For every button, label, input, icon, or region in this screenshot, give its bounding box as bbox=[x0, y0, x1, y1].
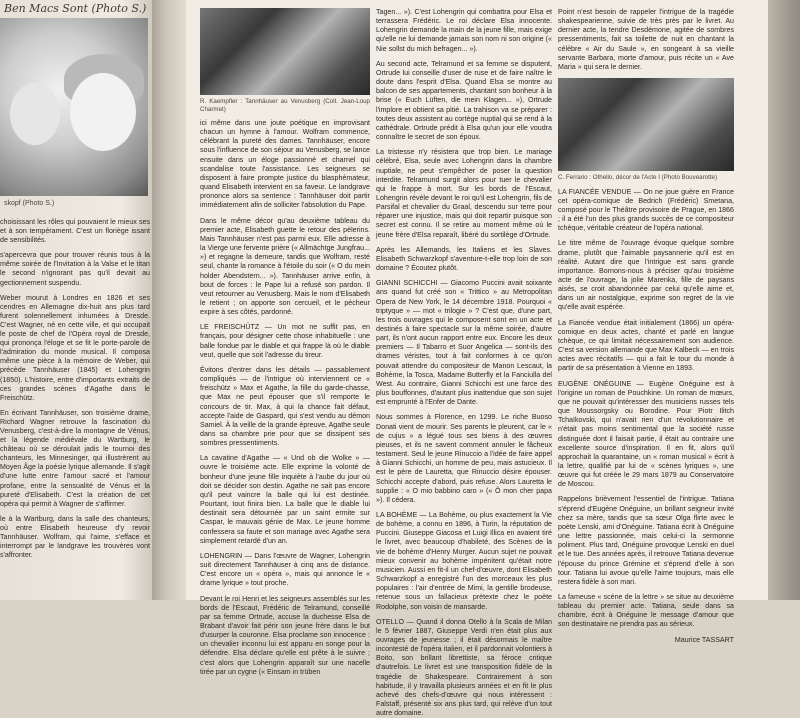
paragraph: La cavatine d'Agathe — « Und ob die Wolke » — ouvre le troisième acte. Elle exprime la volonté de bonheur d'une jeune fille inquiète à l'aube du jour où doit se décider son destin. Agathe ne sait pas encore qu'il peut vaincre la balle qui lui est destinée. Pourtant, tout finira bien. La balle que le diable lui destinait sera détournée par un saint ermite sur Caspar, le mauvais génie de Max. Le jeune homme confessera sa faute et son mariage avec Agathe sera simplement retardé d'un an. bbox=[200, 454, 370, 545]
left-photo bbox=[0, 18, 148, 196]
photo-caption: R. Kaempfler : Tannhäuser au Venusberg (Coll. Jean-Loup Charmet) bbox=[200, 98, 370, 113]
left-page-text bbox=[0, 218, 150, 596]
paragraph: Weber mourut à Londres en 1826 et ses cendres en Allemagne dix-huit ans plus tard furent solennellement inhumées à Dresde. C'est Wagner, né en cette ville, et qui occupait le poste de chef de l'Opéra royal de Dresde, qui prononça l'éloge et se fit le porte-parole de l'admiration du monde musical. Il composa même une pièce à la mémoire de Weber, qui précède Tannhäuser (1845) et Lohengrin (1850). L'histoire, entre d'importants extraits de ces grandes scènes d'Agathe dans le Freischütz. bbox=[0, 293, 150, 402]
author-signature: Maurice TASSART bbox=[674, 635, 734, 644]
photo-caption: C. Ferrario : Othello, décor de l'Acte I (Photo Bouvearotte) bbox=[558, 174, 718, 182]
paragraph: s'apercevra que pour trouver réunis tous à la même soirée de l'Invitation à la Valse et le titan le second n'ignorant pas qu'il devait au gectionnement suspendu. bbox=[0, 251, 150, 287]
paragraph: ici même dans une joute poétique en improvisant chacun un hymne à l'amour. Wolfram commence, célébrant la pureté des dames. Tannhäuser, encore sous l'influence de son séjour au Venusberg, se lance ensuite dans un éloge passionné et charnel qui scandalise toute l'assistance. Les seigneurs se disposent à faire prompte justice du blasphémateur, quand Elisabeth intervient en sa faveur. Le landgrave prononce alors sa sentence : Tannhäuser doit partir immédiatement afin de solliciter l'absolution du Pape. bbox=[200, 119, 370, 210]
paragraph: LOHENGRIN — Dans l'œuvre de Wagner, Lohengrin suit directement Tannhäuser à cinq ans de distance. C'est encore un « opéra », mais qui annonce le « drame lyrique » tout proche. bbox=[200, 551, 370, 588]
paragraph: La tristesse n'y résistera que trop bien. Le mariage célébré, Elsa, seule avec Lohengrin dans la chambre nuptiale, ne peut s'empêcher de poser la question interdite. Telramund surgit alors pour tuer le chevalier qui le frappe à mort. Sur les bords de l'Escaut, Lohengrin révèle devant le roi qu'il est Lohengrin, fils de Parsifal et chevalier du Graal, descendu sur terre pour réparer une injustice, mais qui doit repartir puisque son secret est connu. Il se retire au moment même où le jeune frère d'Elsa reparaît, libéré du sortilège d'Ortrude. bbox=[376, 148, 552, 239]
paragraph: Nous sommes à Florence, en 1299. Le riche Buoso Donati vient de mourir. Ses parents le pleurent, car le « de cujus » a légué tous ses biens à des œuvres pieuses, et ils ne savent comment annuler le fâcheux testament. Seul le jeune Rinuccio a l'idée de faire appel à Gianni Schicchi, un homme de peu, mais astucieux. Il est le père de Lauretta, que Rinuccio désire épouser. Schicchi accepte d'abord, puis refuse. Alors Lauretta le supplie : « O mio babbino caro » (« Ô mon cher papa »). Il cédera. bbox=[376, 413, 552, 504]
paragraph: Point n'est besoin de rappeler l'intrigue de la tragédie shakespearienne, suivie de très près par le livret. Au dernier acte, la tendre Desdémone, agitée de sombres pressentiments, fait sa toilette de nuit en chantant la célèbre « Air du Saule », en songeant à sa vieille servante Barbara, morte d'amour, puis récite un « Ave Maria » qui sera le dernier. bbox=[558, 8, 734, 71]
main-page bbox=[186, 0, 768, 718]
paragraph: Dans le même décor qu'au deuxième tableau du premier acte, Elisabeth guette le retour des pèlerins. Mais Tannhäuser n'est pas parmi eux. Elle adresse à la Vierge une fervente prière (« Allmächtge Jungfrau... ») et regagne la demeure, tandis que Wolfram, resté seul, chante la romance à l'étoile du soir (« O du mein holder Abendstern... »). Tannhäuser arrive enfin, à bout de forces : le Pape lui a refusé son pardon. Il veut retourner au Venusberg. Mais le nom d'Elisabeth le retient ; on apporte son cercueil, et le pécheur expire à ses côtés, pardonné. bbox=[200, 216, 370, 317]
left-photo-caption: skopf (Photo S.) bbox=[4, 200, 55, 207]
left-page bbox=[0, 0, 152, 600]
column-2 bbox=[376, 8, 552, 718]
paragraph: OTELLO — Quand il donna Otello à la Scala de Milan le 5 février 1887, Giuseppe Verdi n'en était plus aux ouvrages de jeunesse ; il était désormais le maître incontesté de l'opéra italien, et il pardonnait volontiers à Boito, son brillant librettiste, sa féroce critique d'autrefois. Le livret est une transposition fidèle de la tragédie de Shakespeare. Contrairement à son habitude, il y travailla plusieurs années et en fit le plus achevé des chefs-d'œuvre qui nous intéressent : Falstaff, présenté six ans plus tard, qui relève d'un tout autre domaine. bbox=[376, 617, 552, 718]
page-edge bbox=[768, 0, 800, 600]
column-3 bbox=[558, 8, 734, 644]
paragraph: En écrivant Tannhäuser, son troisième drame, Richard Wagner retrouve la fascination du Venusberg, c'est-à-dire la montagne de Vénus, et la légende médiévale du Wartburg, le château où se déroulait jadis le tournoi des chanteurs, les Minnesinger, qui illustrèrent au Moyen Âge la poésie lyrique allemande. Il s'agit d'une lutte entre l'amour sacré et l'amour profane, entre la sensualité de Vénus et la pureté d'Elisabeth. C'est la création de cet opéra qui permit à Wagner de s'affirmer. bbox=[0, 408, 150, 508]
paragraph: Devant le roi Henri et les seigneurs assemblés sur les bords de l'Escaut, Frédéric de Telramund, conseillé par sa femme Ortrude, accuse la duchesse Elsa de Brabant d'avoir fait périr son jeune frère dans le but d'usurper la couronne. Elsa proclame son innocence : un chevalier inconnu lui est apparu en songe pour la défendre. Elsa déclare qu'elle est prête à le suivre ; c'est alors que Lohengrin apparaît sur une nacelle tirée par un cygne (« Einsam in trüben bbox=[200, 594, 370, 676]
paragraph: LA BOHÈME — La Bohème, ou plus exactement la Vie de bohème, a connu en 1896, à Turin, la réputation de Puccini. Giuseppe Giacosa et Luigi Illica en avaient tiré le livret, avec beaucoup d'habileté, des Scènes de la vie de bohème d'Henry Murger. Aucun sujet ne pouvait mieux convenir au bohème impénitent qu'était notre musicien. Aussi en fit-il un chef-d'œuvre, dont Elisabeth Schwarzkopf a enregistré l'un des morceaux les plus populaires : l'air d'entrée de Mimi, la gentille brodeuse, retenue sous un fallacieux prétexte chez le poète Rodolphe, son voisin de mansarde. bbox=[376, 510, 552, 611]
paragraph: Tagen... »). C'est Lohengrin qui combattra pour Elsa et terrassera Frédéric. Le roi déclare Elsa innocente. Lohengrin demande la main de la jeune fille, mais exige qu'elle ne lui demande jamais son nom ni son origine (« Nie sollst du mich befragen... »). bbox=[376, 8, 552, 53]
paragraph: Après les Allemands, les Italiens et les Slaves. Elisabeth Schwarzkopf s'aventure-t-elle trop loin de son domaine ? Écoutez plutôt. bbox=[376, 245, 552, 273]
paragraph: Le titre même de l'ouvrage évoque quelque sombre drame, plutôt que l'aimable paysannerie qu'il est en réalité. Autant dire que l'intrigue est sans grande importance. Bornons-nous à préciser qu'au troisième acte de l'ouvrage, la jolie Marenka, fille de paysans aisés, se croit abandonnée par celui qu'elle aime et, dans un air nostalgique, exprime son regret de la vie qu'elle avait espérée. bbox=[558, 239, 734, 312]
paragraph: La fameuse « scène de la lettre » se situe au deuxième tableau du premier acte. Tatiana, seule dans sa chambre, écrit à Onéguine le message d'amour que son destinataire ne prendra pas au sérieux. bbox=[558, 593, 734, 629]
handwritten-note: Ben Macs Sont (Photo S.) bbox=[4, 2, 147, 15]
paragraph: Évitons d'entrer dans les détails — passablement compliqués — de l'intrigue où interviennent ce « freischütz » Max et Agathe, la fille du garde-chasse, que Max ne peut épouser que s'il remporte le concours de tir. Max, à qui la chance fait défaut, accepte l'aide de Gaspard, qui s'est vendu au démon Samiel. À la veille de la grande épreuve, Agathe seule dans sa chambre prie pour que se dissipent ses sombres pressentiments. bbox=[200, 365, 370, 448]
paragraph: EUGÈNE ONÉGUINE — Eugène Onéguine est à l'origine un roman de Pouchkine. Un roman de mœurs, que ne pouvait qu'intéresser des musiciens russes tels que Moussorgsky ou Borodine. Pour Piotr Ilitch Tchaïkovski, qui n'avait rien d'un révolutionnaire et n'était pas moins sentimental que la société russe distinguée dont il faisait partie, il était au contraire une excellente source d'inspiration. Il en fit, alors qu'il approchait la quarantaine, un « roman musical » écrit à la lettre, qualifié par lui de « scènes lyriques », une œuvre qui fut créée le 29 mars 1879 au Conservatoire de Moscou. bbox=[558, 379, 734, 489]
paragraph: choisissant les rôles qui pouvaient le mieux ses et à son tempérament. C'est un floriège issant de sensibilités. bbox=[0, 218, 150, 245]
paragraph: le à la Wartburg, dans la salle des chanteurs, où entre Elisabeth heureuse d'y revoir Tannhäuser. Wolfram, qui l'aime, s'efface et interrompt par le landgrave les trouvères vont s'affronter. bbox=[0, 514, 150, 560]
tannhauser-photo bbox=[200, 8, 370, 95]
paragraph: GIANNI SCHICCHI — Giacomo Puccini avait soixante ans quand fut créé son « Trittico » au Metropolitan Opera de New York, le 14 décembre 1918. Pourquoi « triptyque » — mot « trilogie » ? C'est que, d'une part, les trois ouvrages qui le composent sont en un acte et destinés à faire spectacle sur la même soirée, d'autre part, ils n'ont aucun rapport entre eux. Encore les deux premiers — Il Tabarro et Suor Angelica — sont-ils des drames véristes, tout à fait conformes à ce qu'on pouvait attendre du compositeur de Manon Lescaut, la Bohème, la Tosca, Madame Butterfly et la Fanciulla del West. Au contraire, Gianni Schicchi est une farce des plus bouffonnes, d'autant plus inattendue que son sujet est emprunté à l'Enfer de Dante. bbox=[376, 279, 552, 407]
column-1 bbox=[200, 8, 370, 676]
othello-decor-photo bbox=[558, 78, 734, 171]
paragraph: La Fiancée vendue était initialement (1866) un opéra-comique en deux actes, chanté et parlé en langue tchèque, ce qui limitait nécessairement son audience. C'est sa version allemande que Max Kalbeck — en trois actes avec récitatifs — qui a fait le tour du monde à partir de sa présentation à Vienne en 1893. bbox=[558, 318, 734, 373]
paragraph: LA FIANCÉE VENDUE — On ne joue guère en France cet opéra-comique de Bedrich (Frédéric) Smetana, composé pour le Théâtre provisoire de Prague, en 1866 ; il a été l'un des plus grands succès de ce compositeur tchèque, véritable créateur de l'opéra national. bbox=[558, 187, 734, 233]
paragraph: Au second acte, Telramund et sa femme se disputent, Ortrude lui conseille d'user de ruse et de faire naître le doute dans l'esprit d'Elsa. Quand Elsa se montre au balcon de ses appartements, chantant son bonheur à la brise (« Euch Lüften, die mein Klagen... »), Ortrude l'implore et obtient sa pitié. La trahison va se préparer : toutes deux assistent au cortège nuptial qui se rend à la cathédrale. Ortrude prédit à Elsa qu'un jour elle voudra connaître le secret de son époux. bbox=[376, 59, 552, 142]
paragraph: LE FREISCHÜTZ — Un mot ne suffit pas, en français, pour désigner cette chose inhabituelle : une balle fondue par le diable et qui frappe là où le diable veut, quelle que soit l'adresse du tireur. bbox=[200, 323, 370, 359]
booklet-gutter bbox=[152, 0, 186, 600]
paragraph: Rappelons brièvement l'essentiel de l'intrigue. Tatiana s'éprend d'Eugène Onéguine, un brillant seigneur invité chez sa mère, tandis que sa sœur Olga flirte avec le poète Lenski, ami d'Onéguine. Tatiana écrit à Onéguine une lettre passionnée, mais celui-ci la sermonne poliment. Plus tard, Onéguine provoque Lenski en duel et le tue. Des années après, il retrouve Tatiana devenue l'épouse du prince Grémine et s'éprend d'elle à son tour. Tatiana lui avoue qu'elle l'aime toujours, mais elle restera fidèle à son mari. bbox=[558, 495, 734, 586]
